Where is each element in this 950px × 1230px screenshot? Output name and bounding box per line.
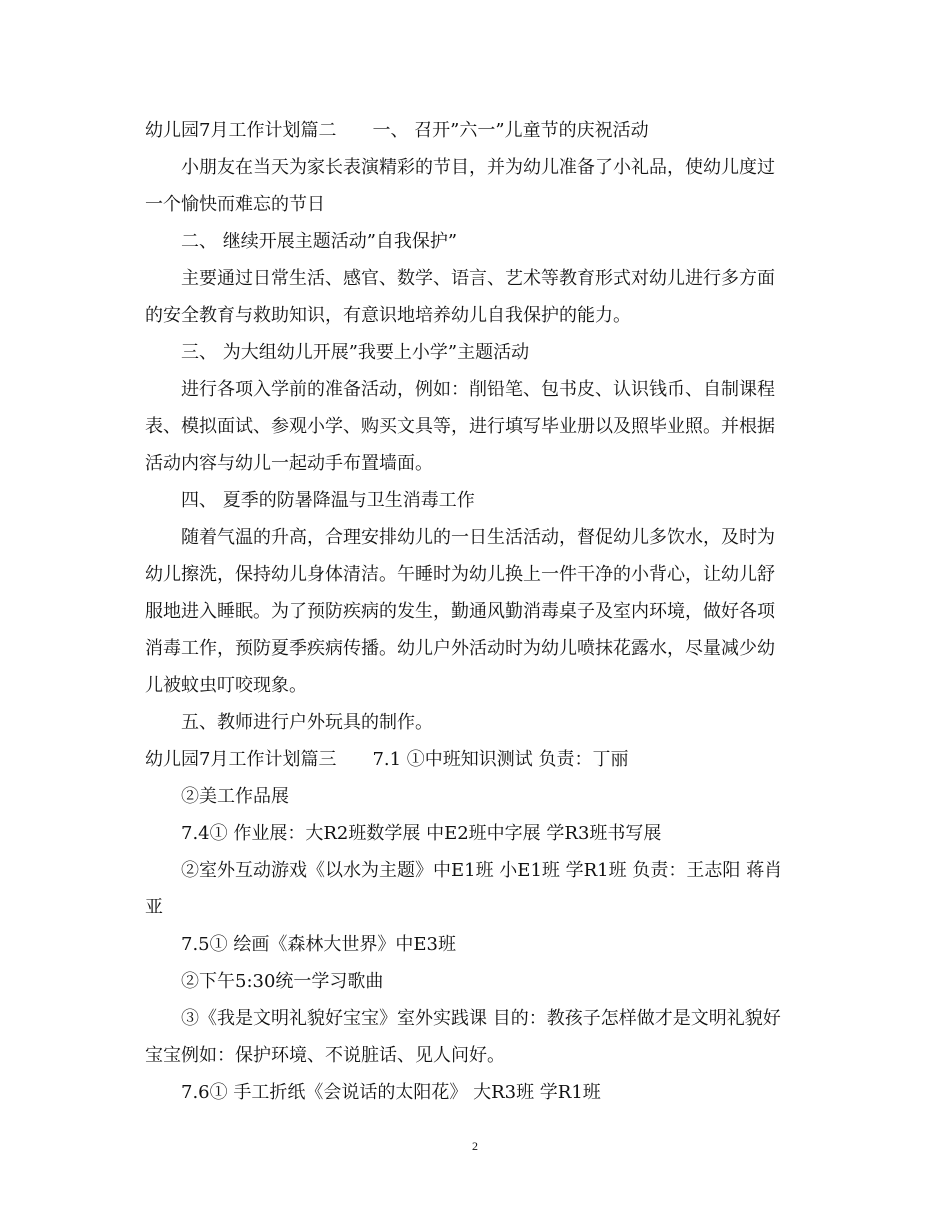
section-heading-self-protection: 二、 继续开展主题活动”自我保护” (181, 231, 458, 252)
section-heading-primary-school: 三、 为大组幼儿开展”我要上小学”主题活动 (181, 342, 530, 363)
schedule-item: 7.6① 手工折纸《会说话的太阳花》 大R3班 学R1班 (181, 1082, 601, 1103)
schedule-item: 7.5① 绘画《森林大世界》中E3班 (181, 934, 456, 955)
paragraph-line: 进行各项入学前的准备活动，例如：削铅笔、包书皮、认识钱币、自制课程 (181, 379, 775, 400)
paragraph-line: 服地进入睡眠。为了预防疾病的发生，勤通风勤消毒桌子及室内环境，做好各项 (145, 601, 775, 622)
paragraph-line: 的安全教育与救助知识，有意识地培养幼儿自我保护的能力。 (145, 305, 631, 326)
schedule-item: 7.4① 作业展：大R2班数学展 中E2班中字展 学R3班书写展 (181, 823, 662, 844)
heading-plan-part-three: 幼儿园7月工作计划篇三 7.1 ①中班知识测试 负责：丁丽 (145, 749, 629, 770)
schedule-item: ②美工作品展 (181, 786, 289, 807)
schedule-item-continued: 亚 (145, 897, 163, 918)
schedule-item: ②室外互动游戏《以水为主题》中E1班 小E1班 学R1班 负责：王志阳 蒋肖 (181, 860, 783, 881)
page-number: 2 (472, 1139, 478, 1153)
paragraph-line: 消毒工作，预防夏季疾病传播。幼儿户外活动时为幼儿喷抹花露水，尽量减少幼 (145, 638, 775, 659)
paragraph-line: 随着气温的升高，合理安排幼儿的一日生活活动，督促幼儿多饮水，及时为 (181, 527, 775, 548)
section-heading-summer-hygiene: 四、 夏季的防暑降温与卫生消毒工作 (181, 490, 475, 511)
paragraph-line: 一个愉快而难忘的节日 (145, 194, 325, 215)
paragraph-line: 儿被蚊虫叮咬现象。 (145, 675, 307, 696)
schedule-item: ③《我是文明礼貌好宝宝》室外实践课 目的：教孩子怎样做才是文明礼貌好 (181, 1008, 781, 1029)
paragraph-line: 表、模拟面试、参观小学、购买文具等，进行填写毕业册以及照毕业照。并根据 (145, 416, 775, 437)
section-heading-outdoor-toys: 五、教师进行户外玩具的制作。 (181, 712, 433, 733)
paragraph-line: 活动内容与幼儿一起动手布置墙面。 (145, 453, 433, 474)
schedule-item: ②下午5:30统一学习歌曲 (181, 971, 384, 992)
paragraph-line: 主要通过日常生活、感官、数学、语言、艺术等教育形式对幼儿进行多方面 (181, 268, 775, 289)
paragraph-line: 小朋友在当天为家长表演精彩的节目，并为幼儿准备了小礼品，使幼儿度过 (181, 157, 775, 178)
schedule-item-continued: 宝宝例如：保护环境、不说脏话、见人问好。 (145, 1045, 505, 1066)
paragraph-line: 幼儿擦洗，保持幼儿身体清洁。午睡时为幼儿换上一件干净的小背心，让幼儿舒 (145, 564, 775, 585)
heading-plan-part-two: 幼儿园7月工作计划篇二 一、 召开”六一”儿童节的庆祝活动 (145, 120, 649, 141)
